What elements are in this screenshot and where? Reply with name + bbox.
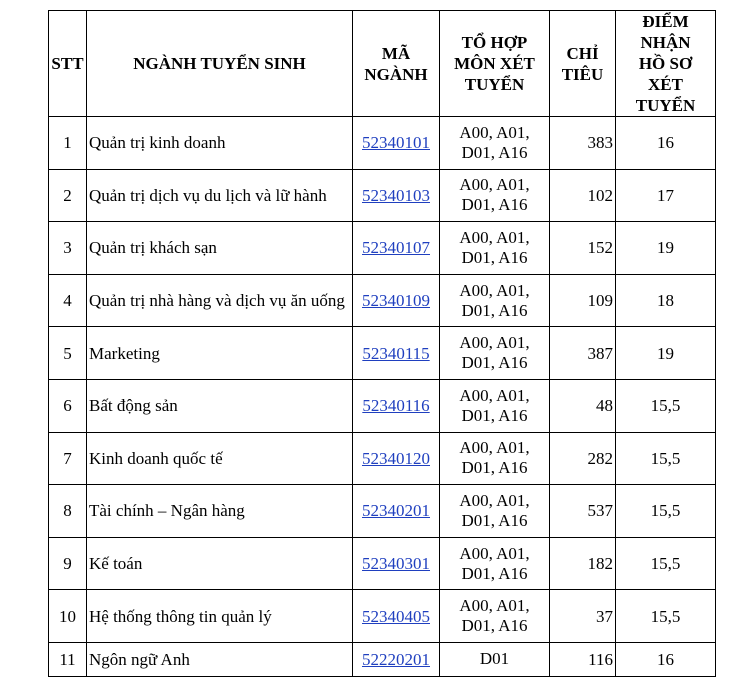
- row-major-code: [353, 590, 440, 643]
- row-major-code: [353, 327, 440, 380]
- row-major-code: [353, 537, 440, 590]
- row-score: 17: [616, 169, 716, 222]
- row-quota: 182: [550, 537, 616, 590]
- row-major-code: [353, 169, 440, 222]
- row-subject-combo: A00, A01, D01, A16: [440, 537, 550, 590]
- header-major: NGÀNH TUYỂN SINH: [87, 11, 353, 117]
- row-score: 15,5: [616, 485, 716, 538]
- row-major-name: Kế toán: [87, 537, 353, 590]
- header-code: MÃ NGÀNH: [353, 11, 440, 117]
- row-subject-combo: A00, A01, D01, A16: [440, 485, 550, 538]
- header-score: ĐIỂM NHẬN HỒ SƠ XÉT TUYỂN: [616, 11, 716, 117]
- major-code-link[interactable]: 52340120: [362, 448, 430, 468]
- row-major-name: Hệ thống thông tin quản lý: [87, 590, 353, 643]
- major-code-link[interactable]: 52220201: [362, 649, 430, 669]
- row-stt: 4: [49, 274, 87, 327]
- row-score: 19: [616, 222, 716, 275]
- row-score: 18: [616, 274, 716, 327]
- row-quota: 48: [550, 379, 616, 432]
- row-stt: 3: [49, 222, 87, 275]
- table-row: [49, 274, 716, 327]
- header-combo: TỔ HỢP MÔN XÉT TUYỂN: [440, 11, 550, 117]
- row-quota: 537: [550, 485, 616, 538]
- row-subject-combo: A00, A01, D01, A16: [440, 432, 550, 485]
- row-quota: 152: [550, 222, 616, 275]
- row-major-name: Quản trị khách sạn: [87, 222, 353, 275]
- row-stt: 1: [49, 117, 87, 170]
- row-subject-combo: A00, A01, D01, A16: [440, 327, 550, 380]
- major-code-link[interactable]: 52340101: [362, 133, 430, 153]
- row-quota: 387: [550, 327, 616, 380]
- row-stt: 7: [49, 432, 87, 485]
- row-subject-combo: A00, A01, D01, A16: [440, 169, 550, 222]
- row-major-code: [353, 642, 440, 676]
- row-major-name: Bất động sản: [87, 379, 353, 432]
- table-row: [49, 590, 716, 643]
- clipped-text-above: [0, 0, 750, 6]
- row-stt: 9: [49, 537, 87, 590]
- row-stt: 11: [49, 642, 87, 676]
- row-major-code: [353, 485, 440, 538]
- row-stt: 6: [49, 379, 87, 432]
- major-code-link[interactable]: 52340103: [362, 185, 430, 205]
- row-quota: 383: [550, 117, 616, 170]
- major-code-link[interactable]: 52340301: [362, 554, 430, 574]
- row-subject-combo: A00, A01, D01, A16: [440, 117, 550, 170]
- row-subject-combo: A00, A01, D01, A16: [440, 222, 550, 275]
- row-quota: 282: [550, 432, 616, 485]
- row-major-code: [353, 222, 440, 275]
- header-quota: CHỈ TIÊU: [550, 11, 616, 117]
- row-subject-combo: A00, A01, D01, A16: [440, 590, 550, 643]
- row-subject-combo: A00, A01, D01, A16: [440, 274, 550, 327]
- row-major-name: Kinh doanh quốc tế: [87, 432, 353, 485]
- row-major-code: [353, 432, 440, 485]
- table-row: [49, 432, 716, 485]
- row-major-name: Ngôn ngữ Anh: [87, 642, 353, 676]
- header-row: [49, 11, 716, 117]
- row-score: 16: [616, 642, 716, 676]
- table-row: [49, 169, 716, 222]
- row-score: 15,5: [616, 537, 716, 590]
- row-score: 15,5: [616, 590, 716, 643]
- row-major-name: Marketing: [87, 327, 353, 380]
- row-major-code: [353, 379, 440, 432]
- row-quota: 37: [550, 590, 616, 643]
- row-major-name: Tài chính – Ngân hàng: [87, 485, 353, 538]
- row-stt: 5: [49, 327, 87, 380]
- row-subject-combo: D01: [440, 642, 550, 676]
- table-row: [49, 117, 716, 170]
- row-subject-combo: A00, A01, D01, A16: [440, 379, 550, 432]
- row-score: 15,5: [616, 432, 716, 485]
- row-stt: 2: [49, 169, 87, 222]
- row-quota: 116: [550, 642, 616, 676]
- clipped-text-below: [0, 674, 750, 679]
- row-major-code: [353, 274, 440, 327]
- table-row: [49, 485, 716, 538]
- row-stt: 10: [49, 590, 87, 643]
- row-score: 15,5: [616, 379, 716, 432]
- row-quota: 102: [550, 169, 616, 222]
- row-score: 16: [616, 117, 716, 170]
- major-code-link[interactable]: 52340201: [362, 501, 430, 521]
- admission-table: [48, 10, 716, 677]
- major-code-link[interactable]: 52340116: [362, 396, 430, 416]
- row-major-code: [353, 117, 440, 170]
- major-code-link[interactable]: 52340109: [362, 291, 430, 311]
- table-row: [49, 327, 716, 380]
- major-code-link[interactable]: 52340405: [362, 606, 430, 626]
- row-quota: 109: [550, 274, 616, 327]
- row-stt: 8: [49, 485, 87, 538]
- table-row: [49, 537, 716, 590]
- row-major-name: Quản trị kinh doanh: [87, 117, 353, 170]
- table-row: [49, 379, 716, 432]
- row-major-name: Quản trị nhà hàng và dịch vụ ăn uống: [87, 274, 353, 327]
- major-code-link[interactable]: 52340115: [362, 343, 430, 363]
- row-score: 19: [616, 327, 716, 380]
- header-stt: STT: [49, 11, 87, 117]
- row-major-name: Quản trị dịch vụ du lịch và lữ hành: [87, 169, 353, 222]
- table-row: [49, 642, 716, 676]
- major-code-link[interactable]: 52340107: [362, 238, 430, 258]
- table-row: [49, 222, 716, 275]
